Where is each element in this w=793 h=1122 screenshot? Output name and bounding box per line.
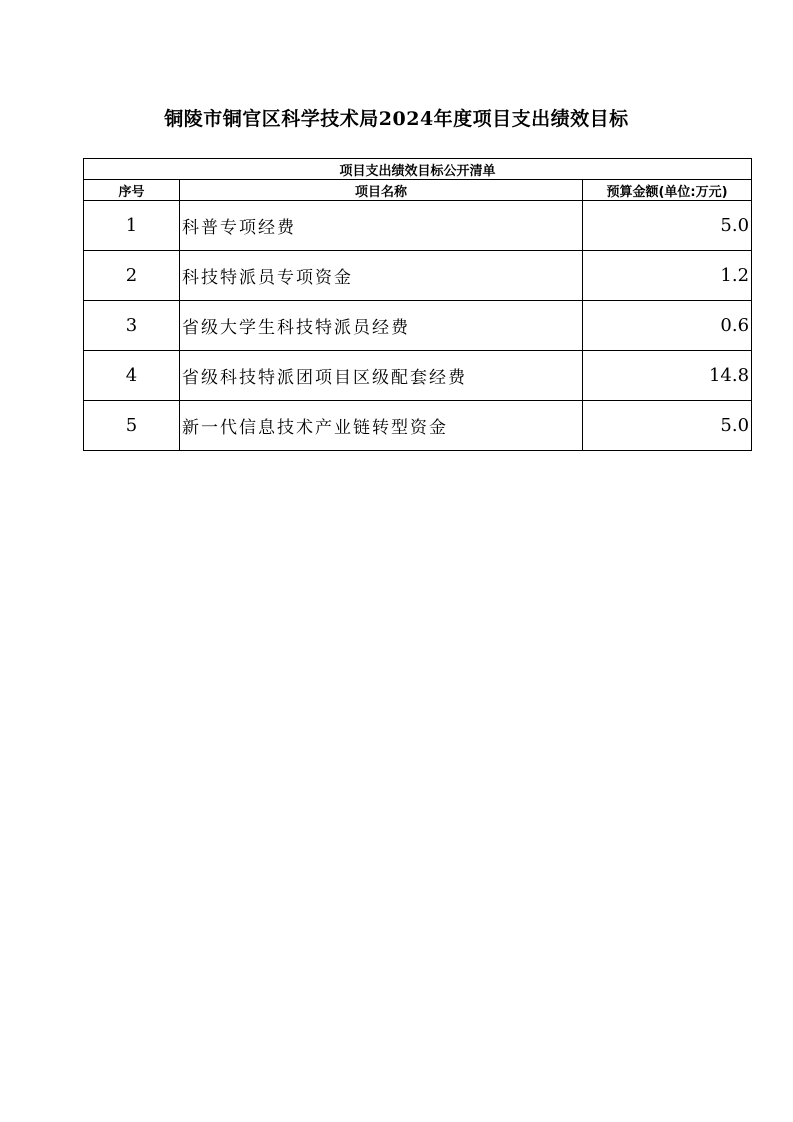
row-name: 新一代信息技术产业链转型资金 (180, 401, 583, 451)
row-name: 省级科技特派团项目区级配套经费 (180, 351, 583, 401)
row-amount: 5.0 (583, 201, 752, 251)
performance-targets-table (83, 158, 752, 451)
header-no: 序号 (84, 180, 180, 201)
row-name: 科技特派员专项资金 (180, 251, 583, 301)
table-row (84, 401, 752, 451)
table-caption-row (84, 159, 752, 180)
row-amount: 14.8 (583, 351, 752, 401)
row-name: 科普专项经费 (180, 201, 583, 251)
table-header-row (84, 180, 752, 201)
row-amount: 0.6 (583, 301, 752, 351)
row-amount: 5.0 (583, 401, 752, 451)
header-amount: 预算金额(单位:万元) (583, 180, 752, 201)
table-caption: 项目支出绩效目标公开清单 (84, 159, 752, 180)
table-row (84, 251, 752, 301)
row-amount: 1.2 (583, 251, 752, 301)
row-name: 省级大学生科技特派员经费 (180, 301, 583, 351)
row-no: 2 (84, 251, 180, 301)
row-no: 5 (84, 401, 180, 451)
page-title: 铜陵市铜官区科学技术局2024年度项目支出绩效目标 (164, 108, 629, 130)
row-no: 1 (84, 201, 180, 251)
row-no: 3 (84, 301, 180, 351)
table-row (84, 201, 752, 251)
header-name: 项目名称 (180, 180, 583, 201)
table-row (84, 301, 752, 351)
table-row (84, 351, 752, 401)
row-no: 4 (84, 351, 180, 401)
